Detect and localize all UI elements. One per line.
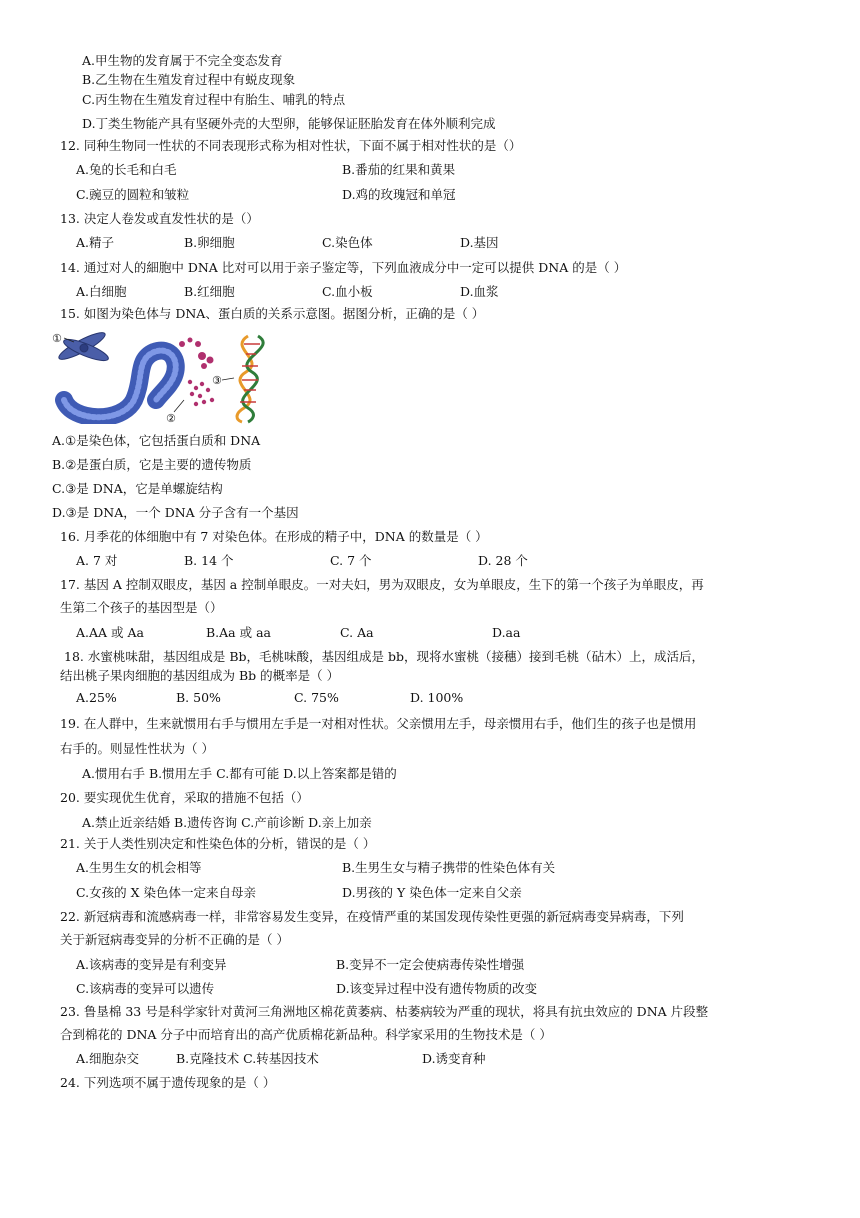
chromosome-dna-figure [52, 330, 274, 424]
q21-option-a: A.生男生女的机会相等 [76, 860, 202, 875]
q19-stem-line2: 右手的。则显性性状为（ ） [60, 741, 214, 756]
q22-option-a: A.该病毒的变异是有利变异 [76, 957, 227, 972]
figure-label-1: ① [52, 332, 62, 345]
q20-stem: 20. 要实现优生优育，采取的措施不包括（） [60, 790, 309, 805]
q11-option-c: C.丙生物在生殖发育过程中有胎生、哺乳的特点 [82, 92, 346, 107]
q23-stem-line1: 23. 鲁垦棉 33 号是科学家针对黄河三角洲地区棉花黄萎病、枯萎病较为严重的现状，将具有抗虫效应的 DNA 片段整 [60, 1004, 709, 1019]
q13-option-b: B.卵细胞 [184, 235, 235, 250]
q14-option-d: D.血浆 [460, 284, 499, 299]
q18-option-c: C. 75% [294, 690, 339, 705]
q13-stem: 13. 决定人卷发或直发性状的是（） [60, 211, 259, 226]
q22-stem-line1: 22. 新冠病毒和流感病毒一样，非常容易发生变异，在疫情严重的某国发现传染性更强的新冠病毒变异病毒，下列 [60, 909, 684, 924]
q21-option-d: D.男孩的 Y 染色体一定来自父亲 [342, 885, 522, 900]
q18-stem-line2: 结出桃子果肉细胞的基因组成为 Bb 的概率是（ ） [60, 668, 340, 683]
q12-option-a: A.兔的长毛和白毛 [76, 162, 177, 177]
q16-option-d: D. 28 个 [478, 553, 528, 568]
q18-option-d: D. 100% [410, 690, 464, 705]
q14-option-a: A.白细胞 [76, 284, 127, 299]
q11-option-a: A.甲生物的发育属于不完全变态发育 [82, 53, 283, 68]
q15-option-a: A.①是染色体，它包括蛋白质和 DNA [52, 433, 261, 448]
q14-stem: 14. 通过对人的細胞中 DNA 比对可以用于亲子鉴定等，下列血液成分中一定可以提供 DNA 的是（ ） [60, 260, 627, 275]
q17-option-a: A.AA 或 Aa [76, 625, 144, 640]
q16-option-b: B. 14 个 [184, 553, 234, 568]
q20-options: A.禁止近亲结婚 B.遗传咨询 C.产前诊断 D.亲上加亲 [82, 815, 372, 830]
q22-stem-line2: 关于新冠病毒变异的分析不正确的是（ ） [60, 932, 289, 947]
q23-option-a: A.细胞杂交 [76, 1051, 140, 1066]
q18-option-a: A.25% [76, 690, 117, 705]
q12-option-b: B.番茄的红果和黄果 [342, 162, 456, 177]
q15-option-d: D.③是 DNA，一个 DNA 分子含有一个基因 [52, 505, 299, 520]
q16-option-c: C. 7 个 [330, 553, 372, 568]
q23-option-d: D.诱变育种 [422, 1051, 486, 1066]
q21-option-c: C.女孩的 X 染色体一定来自母亲 [76, 885, 256, 900]
q12-option-d: D.鸡的玫瑰冠和单冠 [342, 187, 456, 202]
q17-option-b: B.Aa 或 aa [206, 625, 271, 640]
q15-option-c: C.③是 DNA，它是单螺旋结构 [52, 481, 223, 496]
coiled-chromatin [64, 351, 176, 418]
q23-stem-line2: 合到棉花的 DNA 分子中而培育出的高产优质棉花新品种。科学家采用的生物技术是（ ） [60, 1027, 552, 1042]
q17-option-d: D.aa [492, 625, 521, 640]
q17-option-c: C. Aa [340, 625, 374, 640]
q13-option-d: D.基因 [460, 235, 499, 250]
q22-option-b: B.变异不一定会使病毒传染性增强 [336, 957, 525, 972]
q15-option-b: B.②是蛋白质，它是主要的遗传物质 [52, 457, 252, 472]
q23-option-bc: B.克隆技术 C.转基因技术 [176, 1051, 319, 1066]
q16-option-a: A. 7 对 [76, 553, 118, 568]
dna-double-helix [237, 336, 263, 422]
figure-label-2: ② [166, 412, 176, 424]
chromosome-x [56, 330, 110, 365]
q14-option-c: C.血小板 [322, 284, 373, 299]
q18-option-b: B. 50% [176, 690, 221, 705]
q22-option-d: D.该变异过程中没有遗传物质的改变 [336, 981, 538, 996]
q24-stem: 24. 下列选项不属于遗传现象的是（ ） [60, 1075, 276, 1090]
figure-label-3: ③ [212, 374, 222, 387]
q19-options: A.惯用右手 B.惯用左手 C.都有可能 D.以上答案都是错的 [82, 766, 397, 781]
q17-stem-line1: 17. 基因 A 控制双眼皮，基因 a 控制单眼皮。一对夫妇，男为双眼皮，女为单眼皮，生下的第一个孩子为单眼皮，再 [60, 577, 704, 592]
q21-option-b: B.生男生女与精子携带的性染色体有关 [342, 860, 556, 875]
q19-stem-line1: 19. 在人群中，生来就惯用右手与惯用左手是一对相对性状。父亲惯用左手，母亲惯用右手，他们生的孩子也是惯用 [60, 716, 697, 731]
q22-option-c: C.该病毒的变异可以遗传 [76, 981, 215, 996]
q11-option-d: D.丁类生物能产具有坚硬外壳的大型卵，能够保证胚胎发育在体外顺利完成 [82, 116, 496, 131]
q21-stem: 21. 关于人类性别决定和性染色体的分析，错误的是（ ） [60, 836, 376, 851]
q16-stem: 16. 月季花的体细胞中有 7 对染色体。在形成的精子中，DNA 的数量是（ ） [60, 529, 488, 544]
q13-option-a: A.精子 [76, 235, 115, 250]
q11-option-b: B.乙生物在生殖发育过程中有蜕皮现象 [82, 72, 296, 87]
q13-option-c: C.染色体 [322, 235, 373, 250]
q12-stem: 12. 同种生物同一性状的不同表现形式称为相对性状，下面不属于相对性状的是（） [60, 138, 522, 153]
q15-stem: 15. 如图为染色体与 DNA、蛋白质的关系示意图。据图分析，正确的是（ ） [60, 306, 485, 321]
q12-option-c: C.豌豆的圆粒和皱粒 [76, 187, 190, 202]
q17-stem-line2: 生第二个孩子的基因型是（） [60, 600, 223, 615]
q14-option-b: B.红细胞 [184, 284, 235, 299]
q18-stem-line1: 18. 水蜜桃味甜，基因组成是 Bb，毛桃味酸，基因组成是 bb，现将水蜜桃（接穗）接到毛桃（砧木）上，成活后， [64, 649, 704, 664]
